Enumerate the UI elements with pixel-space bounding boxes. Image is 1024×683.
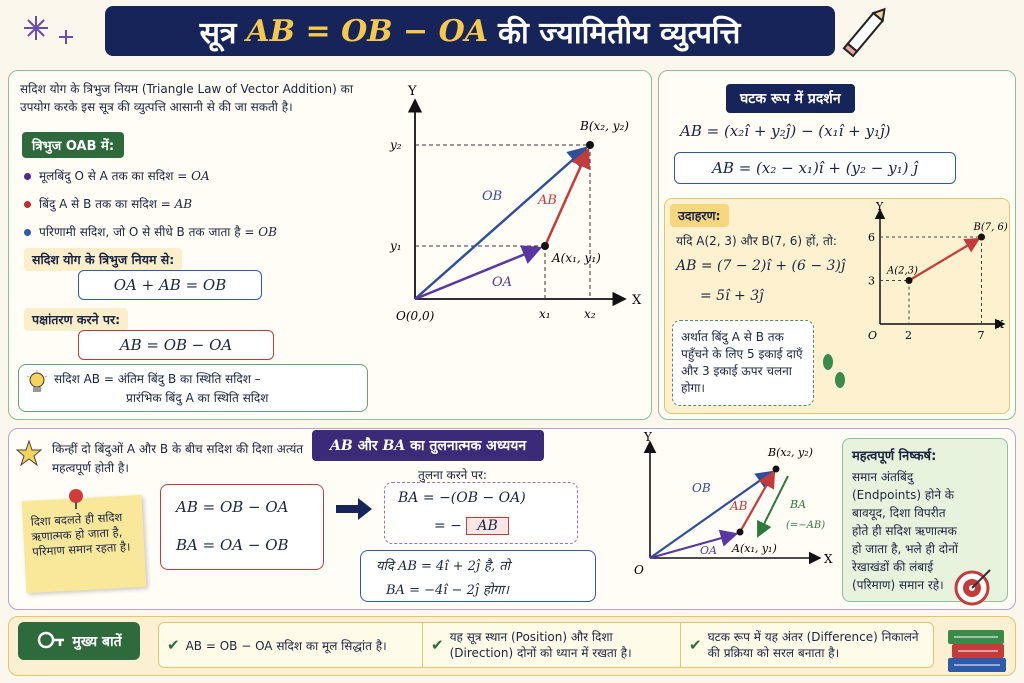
svg-text:y₁: y₁: [390, 239, 402, 253]
y-tick-label: 3: [868, 274, 875, 288]
svg-text:BA: BA: [790, 498, 807, 511]
example-compare-line1: यदि AB = 4î + 2ĵ है, तो: [376, 559, 511, 574]
svg-text:A(x₁, y₁): A(x₁, y₁): [552, 251, 601, 265]
target-icon: [954, 566, 994, 610]
example-note: अर्थात बिंदु A से B तक पहुँचने के लिए 5 इकाई दाएँ और 3 इकाई ऊपर चलना होगा।: [672, 320, 814, 406]
example-origin-label: O: [868, 329, 878, 342]
example-eq2: = 5î + 3ĵ: [700, 288, 764, 304]
svg-text:X: X: [824, 552, 833, 566]
eq-ab: AB = OB − OA: [176, 498, 289, 516]
list-item: ✔ AB = OB − OA सदिश का मूल सिद्धांत है।: [159, 623, 423, 667]
key-title-box: [18, 622, 140, 660]
conclusion-title: महत्वपूर्ण निष्कर्ष:: [852, 449, 937, 464]
sparkle-icon: [22, 10, 82, 54]
svg-text:AB: AB: [730, 499, 748, 513]
example-x-label: X: [996, 318, 1004, 331]
conclusion-text: समान अंतबिंदु (Endpoints) होने के बावयूद, दिशा विपरीत होते ही सदिश ऋणात्मक हो जाता है, भले ही दोनों रेखाखंडों की लंबाई (परिमाण) समान रहे।: [852, 470, 958, 592]
example-compare-line2: BA = −4î − 2ĵ होगा।: [386, 583, 509, 598]
component-eq1: AB = (x₂î + y₂ĵ) − (x₁î + y₁ĵ): [680, 122, 891, 140]
check-icon: ✔: [689, 636, 702, 654]
books-icon: [944, 618, 1010, 682]
list-item: बिंदु A से B तक का सदिश = AB: [24, 190, 374, 218]
x-tick-label: 2: [905, 329, 912, 342]
example-y-label: Y: [876, 202, 884, 213]
svg-text:O: O: [634, 563, 644, 577]
check-icon: ✔: [431, 636, 444, 654]
svg-text:(=−AB): (=−AB): [786, 520, 826, 531]
svg-text:B(x₂, y₂): B(x₂, y₂): [580, 119, 629, 133]
sticky-note: दिशा बदलते ही सदिश ऋणात्मक हो जाता है, परिमाण समान रहता है।: [22, 495, 147, 593]
compare-tag: AB और BA का तुलनात्मक अध्ययन: [312, 430, 544, 461]
example-point-0: [906, 277, 913, 284]
svg-text:x₂: x₂: [584, 307, 596, 321]
tip-line2: प्रारंभिक बिंदु A का स्थिति सदिश: [126, 391, 269, 405]
compare-vector-graph: [620, 432, 840, 582]
svg-text:O(0,0): O(0,0): [396, 309, 435, 323]
vector-oa: [415, 248, 540, 299]
svg-text:OB: OB: [692, 481, 711, 495]
example-point-1: [978, 234, 985, 241]
pin-icon: [66, 488, 86, 514]
svg-text:A(x₁, y₁): A(x₁, y₁): [732, 542, 777, 555]
list-item: ✔ घटक रूप में यह अंतर (Difference) निकालने की प्रक्रिया को सरल बनाता है।: [689, 630, 919, 660]
title-formula: AB = OB − OA: [246, 13, 488, 49]
list-item: परिणामी सदिश, जो O से सीधे B तक जाता है = OB: [24, 218, 374, 246]
component-eq2: AB = (x₂ − x₁)î + (y₂ − y₁) ĵ: [674, 152, 956, 184]
compare-eq1: BA = −(OB − OA): [398, 490, 526, 506]
compare-label: तुलना करने पर:: [418, 468, 487, 482]
intro-text: सदिश योग के त्रिभुज नियम (Triangle Law of Vector Addition) का उपयोग करके इस सूत्र की व्युत्पत्ति आसानी से की जा सकती है।: [20, 82, 353, 114]
pencil-icon: [838, 4, 898, 64]
svg-text:OB: OB: [482, 189, 503, 204]
arrow-right-icon: [336, 498, 372, 524]
footsteps-icon: [818, 350, 852, 398]
svg-text:OA: OA: [700, 544, 717, 557]
eq-box: [160, 484, 324, 570]
key-icon: [36, 628, 66, 654]
vector-oa-2: [650, 534, 736, 558]
example-question: यदि A(2, 3) और B(7, 6) हों, तो:: [676, 234, 837, 248]
example-eq1: AB = (7 − 2)î + (6 − 3)ĵ: [676, 258, 846, 274]
vector-ba-2: [758, 476, 788, 536]
svg-text:x₁: x₁: [539, 307, 551, 321]
list-item: ✔ यह सूत्र स्थान (Position) और दिशा (Direction) दोनों को ध्यान में रखता है।: [423, 623, 681, 667]
y-tick-label: 6: [868, 231, 875, 244]
main-vector-graph: [380, 80, 650, 330]
example-point-label: A(2,3): [887, 265, 918, 277]
highlight-ab: AB: [466, 517, 508, 535]
x-tick-label: 7: [977, 329, 985, 342]
list-item: मूलबिंदु O से A तक का सदिश = OA: [24, 162, 374, 190]
component-tag: घटक रूप में प्रदर्शन: [726, 84, 855, 113]
law-tag: सदिश योग के त्रिभुज नियम से:: [24, 248, 182, 271]
triangle-tag: त्रिभुज OAB में:: [22, 132, 124, 158]
svg-text:B(x₂, y₂): B(x₂, y₂): [768, 446, 813, 459]
compare-eq2: = − AB: [434, 518, 509, 534]
svg-text:Y: Y: [644, 432, 652, 444]
svg-text:Y: Y: [408, 84, 417, 99]
key-items: [158, 622, 934, 668]
svg-text:X: X: [632, 293, 642, 308]
compare-intro: किन्हीं दो बिंदुओं A और B के बीच सदिश की दिशा अत्यंत महत्वपूर्ण होती है।: [52, 442, 304, 475]
tip-line1: सदिश AB = अंतिम बिंदु B का स्थिति सदिश –: [54, 372, 261, 386]
law-equation: OA + AB = OB: [78, 270, 262, 300]
eq-ba: BA = OA − OB: [176, 536, 289, 554]
page-title: सूत्र AB = OB − OA की ज्यामितीय व्युत्पत्ति: [105, 6, 835, 56]
transpose-tag: पक्षांतरण करने पर:: [24, 308, 128, 331]
svg-text:y₂: y₂: [390, 138, 402, 152]
key-title: मुख्य बातें: [72, 633, 122, 650]
transpose-equation: AB = OB − OA: [78, 330, 274, 360]
check-icon: ✔: [167, 636, 180, 654]
example-chart: [866, 202, 1012, 344]
star-icon: [16, 440, 42, 470]
example-vector-ab: [909, 239, 979, 281]
svg-text:AB: AB: [538, 193, 557, 208]
example-tag: उदाहरण:: [670, 204, 729, 227]
example-point-label: B(7, 6): [973, 222, 1008, 233]
bullet-list: [24, 162, 374, 246]
svg-text:OA: OA: [492, 275, 513, 290]
bulb-icon: [26, 370, 48, 400]
